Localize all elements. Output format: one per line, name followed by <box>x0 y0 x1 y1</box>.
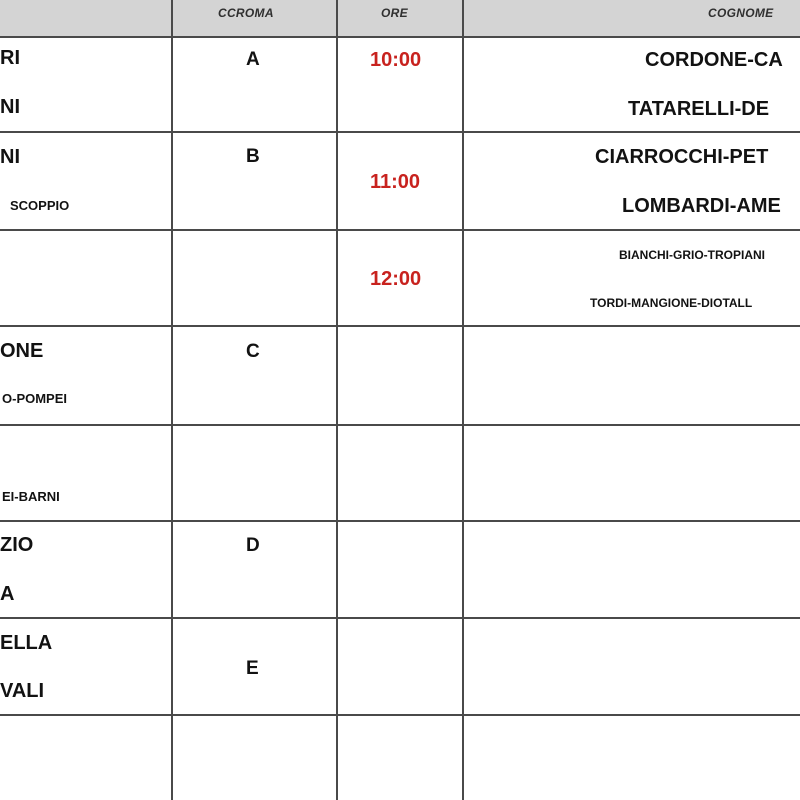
table-header <box>0 0 800 37</box>
row-divider <box>0 131 800 133</box>
row-divider <box>0 424 800 426</box>
left-name: ELLA <box>0 632 53 654</box>
croma-letter: D <box>246 535 260 556</box>
header-ore: ORE <box>381 6 408 20</box>
cognome-entry: BIANCHI-GRIO-TROPIANI <box>619 248 765 262</box>
left-name: RI <box>0 47 20 69</box>
left-name: ZIO <box>0 534 34 556</box>
row-divider <box>0 325 800 327</box>
left-name: NI <box>0 96 20 118</box>
cognome-entry: LOMBARDI-AME <box>622 195 781 217</box>
croma-letter: A <box>246 49 260 70</box>
croma-letter: C <box>246 341 260 362</box>
column-divider <box>171 0 173 800</box>
left-name: A <box>0 583 15 605</box>
left-name: ONE <box>0 340 44 362</box>
header-cognome: COGNOME <box>708 6 774 20</box>
time-slot: 12:00 <box>370 268 422 290</box>
left-name: O-POMPEI <box>2 391 68 406</box>
row-divider <box>0 520 800 522</box>
row-divider <box>0 714 800 716</box>
row-divider <box>0 36 800 38</box>
column-divider <box>336 0 338 800</box>
header-croma: CCROMA <box>218 6 274 20</box>
left-name: NI <box>0 146 20 168</box>
cognome-entry: TORDI-MANGIONE-DIOTALL <box>590 296 753 310</box>
cognome-entry: CORDONE-CA <box>645 49 783 71</box>
left-name: EI-BARNI <box>2 489 60 504</box>
row-divider <box>0 617 800 619</box>
time-slot: 11:00 <box>370 171 421 193</box>
column-divider <box>462 0 464 800</box>
left-name: SCOPPIO <box>10 198 70 213</box>
row-divider <box>0 229 800 231</box>
left-name: VALI <box>0 680 45 702</box>
cognome-entry: TATARELLI-DE <box>628 98 770 120</box>
croma-letter: B <box>246 146 260 167</box>
time-slot: 10:00 <box>370 49 422 71</box>
croma-letter: E <box>246 658 259 679</box>
cognome-entry: CIARROCCHI-PET <box>595 146 769 168</box>
